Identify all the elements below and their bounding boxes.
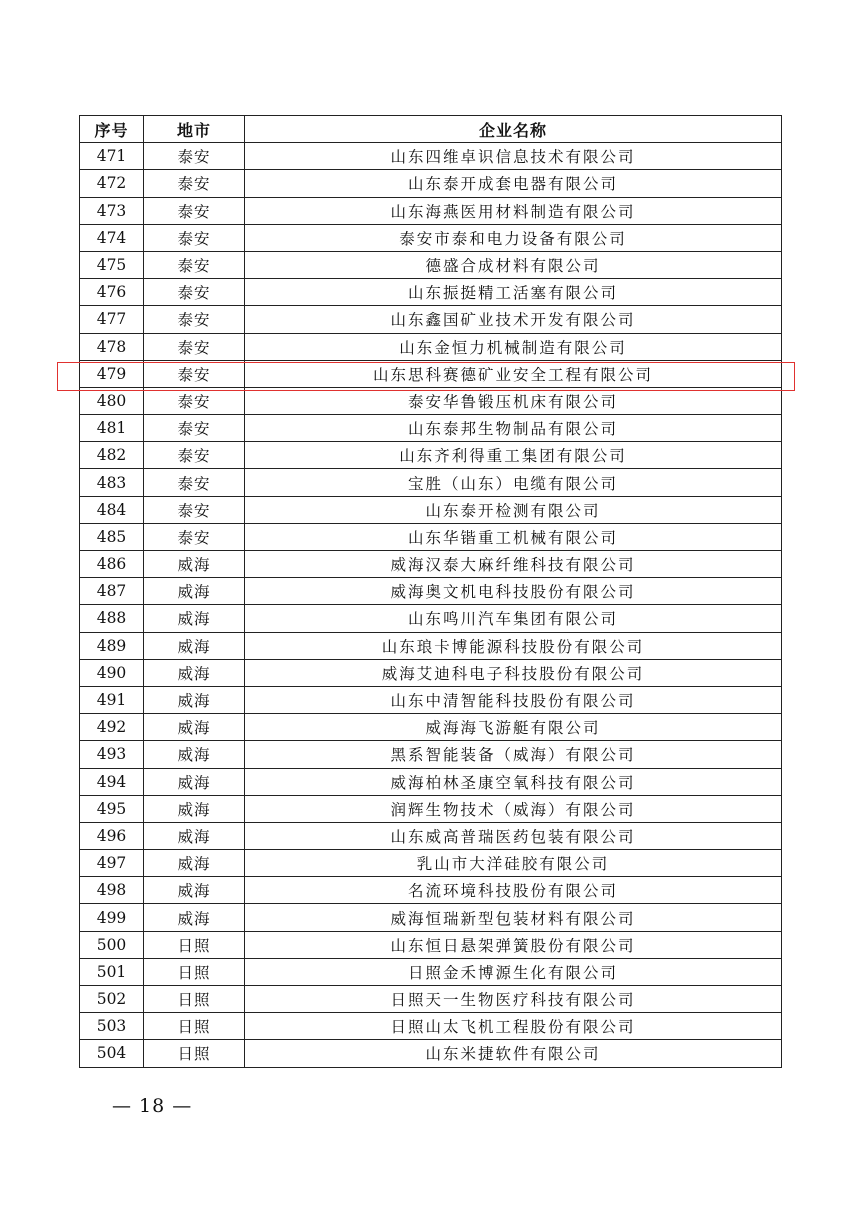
row-index: 490 (80, 659, 144, 686)
row-city: 威海 (144, 850, 245, 877)
row-company-name: 威海奥文机电科技股份有限公司 (245, 578, 782, 605)
row-index: 473 (80, 197, 144, 224)
row-city: 泰安 (144, 333, 245, 360)
row-city: 泰安 (144, 170, 245, 197)
header-company-name: 企业名称 (245, 116, 782, 143)
row-city: 泰安 (144, 523, 245, 550)
table-row (80, 143, 782, 170)
row-city: 日照 (144, 931, 245, 958)
row-index: 494 (80, 768, 144, 795)
company-table-container (79, 115, 781, 1068)
row-index: 504 (80, 1040, 144, 1067)
row-index: 474 (80, 224, 144, 251)
row-city: 威海 (144, 578, 245, 605)
row-index: 492 (80, 714, 144, 741)
row-index: 477 (80, 306, 144, 333)
row-index: 484 (80, 496, 144, 523)
table-body (80, 143, 782, 1067)
row-city: 威海 (144, 605, 245, 632)
row-city: 威海 (144, 741, 245, 768)
row-company-name: 山东鑫国矿业技术开发有限公司 (245, 306, 782, 333)
row-index: 480 (80, 387, 144, 414)
row-city: 威海 (144, 632, 245, 659)
row-index: 488 (80, 605, 144, 632)
row-company-name: 山东鸣川汽车集团有限公司 (245, 605, 782, 632)
table-row (80, 741, 782, 768)
row-company-name: 山东海燕医用材料制造有限公司 (245, 197, 782, 224)
row-city: 泰安 (144, 360, 245, 387)
table-row (80, 360, 782, 387)
row-company-name: 山东泰开检测有限公司 (245, 496, 782, 523)
table-row (80, 197, 782, 224)
row-index: 496 (80, 822, 144, 849)
row-city: 泰安 (144, 224, 245, 251)
row-company-name: 山东中清智能科技股份有限公司 (245, 686, 782, 713)
row-index: 501 (80, 958, 144, 985)
table-row (80, 632, 782, 659)
table-row (80, 279, 782, 306)
row-company-name: 乳山市大洋硅胶有限公司 (245, 850, 782, 877)
row-index: 498 (80, 877, 144, 904)
row-city: 日照 (144, 1040, 245, 1067)
table-row (80, 496, 782, 523)
row-index: 493 (80, 741, 144, 768)
table-row (80, 1040, 782, 1067)
row-index: 487 (80, 578, 144, 605)
table-row (80, 768, 782, 795)
row-company-name: 宝胜（山东）电缆有限公司 (245, 469, 782, 496)
company-table (79, 115, 782, 1068)
row-city: 威海 (144, 551, 245, 578)
row-city: 泰安 (144, 442, 245, 469)
table-row (80, 224, 782, 251)
row-city: 日照 (144, 1013, 245, 1040)
row-index: 482 (80, 442, 144, 469)
row-company-name: 泰安华鲁锻压机床有限公司 (245, 387, 782, 414)
row-company-name: 山东四维卓识信息技术有限公司 (245, 143, 782, 170)
table-row (80, 822, 782, 849)
row-company-name: 威海艾迪科电子科技股份有限公司 (245, 659, 782, 686)
table-header (80, 116, 782, 143)
table-row (80, 605, 782, 632)
page-number: — 18 — (112, 1095, 193, 1117)
row-city: 泰安 (144, 143, 245, 170)
table-row (80, 387, 782, 414)
table-row (80, 904, 782, 931)
row-index: 491 (80, 686, 144, 713)
row-index: 500 (80, 931, 144, 958)
row-city: 威海 (144, 659, 245, 686)
row-city: 威海 (144, 714, 245, 741)
row-company-name: 日照山太飞机工程股份有限公司 (245, 1013, 782, 1040)
row-company-name: 山东泰邦生物制品有限公司 (245, 415, 782, 442)
row-company-name: 山东齐利得重工集团有限公司 (245, 442, 782, 469)
row-index: 475 (80, 251, 144, 278)
row-index: 485 (80, 523, 144, 550)
row-company-name: 威海海飞游艇有限公司 (245, 714, 782, 741)
table-row (80, 659, 782, 686)
row-company-name: 山东恒日悬架弹簧股份有限公司 (245, 931, 782, 958)
row-city: 泰安 (144, 496, 245, 523)
row-company-name: 润辉生物技术（威海）有限公司 (245, 795, 782, 822)
table-row (80, 986, 782, 1013)
table-row (80, 469, 782, 496)
row-city: 威海 (144, 822, 245, 849)
table-row (80, 714, 782, 741)
row-city: 泰安 (144, 197, 245, 224)
row-city: 泰安 (144, 306, 245, 333)
row-company-name: 山东威高普瑞医药包装有限公司 (245, 822, 782, 849)
header-index: 序号 (80, 116, 144, 143)
row-company-name: 威海汉泰大麻纤维科技有限公司 (245, 551, 782, 578)
row-city: 威海 (144, 877, 245, 904)
row-company-name: 山东华锴重工机械有限公司 (245, 523, 782, 550)
row-company-name: 山东泰开成套电器有限公司 (245, 170, 782, 197)
row-company-name: 泰安市泰和电力设备有限公司 (245, 224, 782, 251)
table-row (80, 1013, 782, 1040)
row-city: 日照 (144, 958, 245, 985)
row-city: 泰安 (144, 279, 245, 306)
row-index: 502 (80, 986, 144, 1013)
table-row (80, 170, 782, 197)
table-row (80, 415, 782, 442)
table-row (80, 877, 782, 904)
row-city: 日照 (144, 986, 245, 1013)
row-index: 497 (80, 850, 144, 877)
table-row (80, 523, 782, 550)
table-row (80, 442, 782, 469)
table-row (80, 958, 782, 985)
header-city: 地市 (144, 116, 245, 143)
row-index: 476 (80, 279, 144, 306)
row-company-name: 山东思科赛德矿业安全工程有限公司 (245, 360, 782, 387)
row-city: 威海 (144, 686, 245, 713)
row-company-name: 威海柏林圣康空氧科技有限公司 (245, 768, 782, 795)
row-city: 威海 (144, 768, 245, 795)
row-company-name: 山东米捷软件有限公司 (245, 1040, 782, 1067)
table-row (80, 931, 782, 958)
row-index: 486 (80, 551, 144, 578)
table-row (80, 251, 782, 278)
table-row (80, 686, 782, 713)
row-index: 478 (80, 333, 144, 360)
table-row (80, 850, 782, 877)
table-row (80, 306, 782, 333)
row-index: 479 (80, 360, 144, 387)
row-company-name: 黑系智能装备（威海）有限公司 (245, 741, 782, 768)
header-row (80, 116, 782, 143)
table-row (80, 578, 782, 605)
row-index: 495 (80, 795, 144, 822)
row-city: 威海 (144, 904, 245, 931)
row-company-name: 德盛合成材料有限公司 (245, 251, 782, 278)
row-city: 威海 (144, 795, 245, 822)
row-company-name: 威海恒瑞新型包装材料有限公司 (245, 904, 782, 931)
table-row (80, 551, 782, 578)
row-index: 483 (80, 469, 144, 496)
row-index: 489 (80, 632, 144, 659)
row-index: 503 (80, 1013, 144, 1040)
row-company-name: 日照金禾博源生化有限公司 (245, 958, 782, 985)
row-city: 泰安 (144, 251, 245, 278)
row-city: 泰安 (144, 415, 245, 442)
row-company-name: 山东振挺精工活塞有限公司 (245, 279, 782, 306)
row-company-name: 日照天一生物医疗科技有限公司 (245, 986, 782, 1013)
row-city: 泰安 (144, 387, 245, 414)
row-index: 472 (80, 170, 144, 197)
row-index: 499 (80, 904, 144, 931)
row-index: 471 (80, 143, 144, 170)
table-row (80, 795, 782, 822)
table-row (80, 333, 782, 360)
row-company-name: 山东琅卡博能源科技股份有限公司 (245, 632, 782, 659)
row-index: 481 (80, 415, 144, 442)
row-city: 泰安 (144, 469, 245, 496)
row-company-name: 山东金恒力机械制造有限公司 (245, 333, 782, 360)
row-company-name: 名流环境科技股份有限公司 (245, 877, 782, 904)
